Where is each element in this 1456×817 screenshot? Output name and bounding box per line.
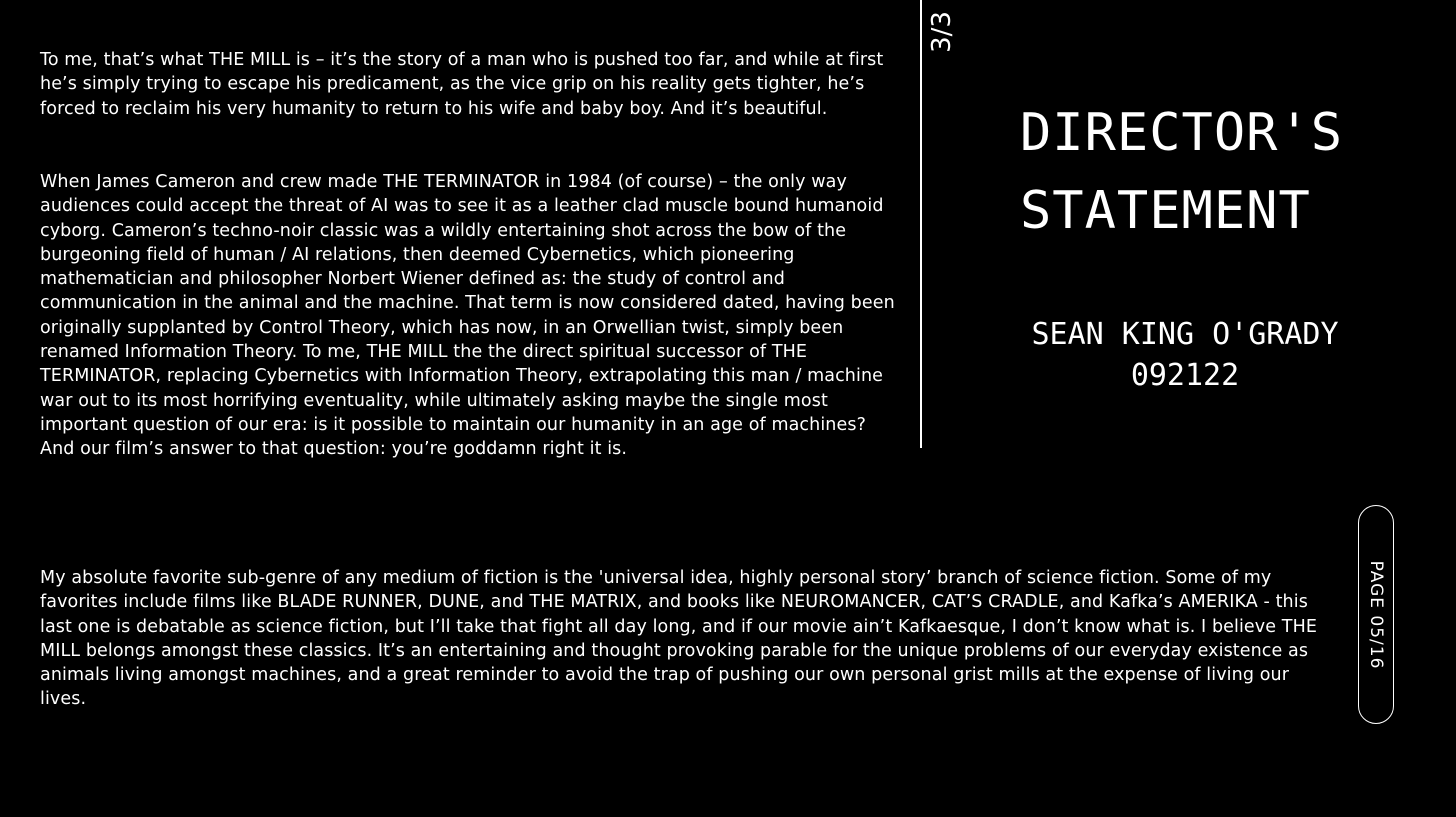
section-counter: 3/3 — [927, 11, 957, 53]
statement-paragraph-2: When James Cameron and crew made THE TERMINATOR in 1984 (of course) – the only way audiences could accept the threat of AI was to see it as a leather clad muscle bound humanoid cyborg. Cameron’s techno-noir classic was a wildly entertaining shot across the bow of the burgeoning field of human / AI relations, then deemed Cybernetics, which pioneering mathematician and philosopher Norbert Wiener defined as: the study of control and communication in the animal and the machine. That term is now considered dated, having been originally supplanted by Control Theory, which has now, in an Orwellian twist, simply been renamed Information Theory. To me, THE MILL the the direct spiritual successor of THE TERMINATOR, replacing Cybernetics with Information Theory, extrapolating this man / machine war out to its most horrifying eventuality, while ultimately asking maybe the single most important question of our era: is it possible to maintain our humanity in an age of machines? And our film’s answer to that question: you’re goddamn right it is. — [40, 172, 895, 460]
page-title — [1020, 94, 1343, 250]
author-name: SEAN KING O'GRADY — [1031, 317, 1339, 352]
title-line-1: DIRECTOR'S — [1020, 103, 1344, 163]
vertical-divider — [920, 0, 922, 448]
title-line-2: STATEMENT — [1020, 181, 1311, 241]
statement-paragraph-1: To me, that’s what THE MILL is – it’s the story of a man who is pushed too far, and while at first he’s simply trying to escape his predicament, as the vice grip on his reality gets tighter, he’s forced to reclaim his very humanity to return to his wife and baby boy. And it’s beautiful. — [40, 50, 884, 119]
statement-paragraph-3: My absolute favorite sub-genre of any medium of fiction is the 'universal idea, highly personal story’ branch of science fiction. Some of my favorites include films like BLADE RUNNER, DUNE, and THE MATRIX, and books like NEUROMANCER, CAT’S CRADLE, and Kafka’s AMERIKA - this last one is debatable as science fiction, but I’ll take that fight all day long, and if our movie ain’t Kafkaesque, I don’t know what is. I believe THE MILL belongs amongst these classics. It’s an entertaining and thought provoking parable for the unique problems of our everyday existence as animals living amongst machines, and a great reminder to avoid the trap of pushing our own personal grist mills at the expense of living our lives. — [40, 568, 1317, 710]
page-number-label: PAGE 05/16 — [1366, 560, 1386, 670]
author-date: 092122 — [1130, 358, 1240, 393]
